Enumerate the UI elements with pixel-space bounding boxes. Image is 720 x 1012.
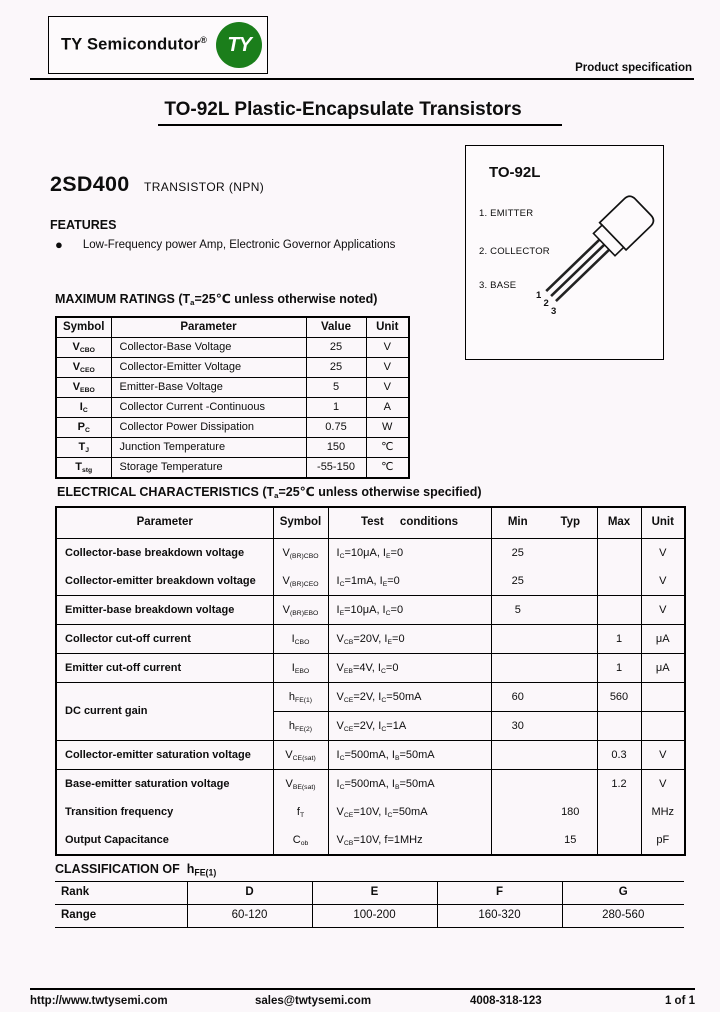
cell: $V_{CEO}$ xyxy=(56,358,111,378)
cell-unit: V xyxy=(641,539,685,568)
cell-min-typ xyxy=(491,683,597,712)
cell-min-typ xyxy=(491,798,597,826)
cell: F xyxy=(437,882,562,905)
footer-rule xyxy=(30,988,695,990)
cell: $V_{CBO}$ xyxy=(56,338,111,358)
typ-value xyxy=(544,720,597,733)
header-rule xyxy=(30,78,694,80)
cell-conditions: $I_C=10\mu A$, $I_E=0$ xyxy=(328,539,491,568)
cell-conditions: $V_{CB}=20V$, $I_E=0$ xyxy=(328,625,491,654)
table-row xyxy=(56,625,685,654)
cell-parameter: Collector-base breakdown voltage xyxy=(65,546,245,559)
table-row xyxy=(56,378,409,398)
pin-label-emitter: 1. EMITTER xyxy=(479,208,534,219)
min-value xyxy=(492,834,545,847)
electrical-table xyxy=(55,506,686,856)
cell-max: 1 xyxy=(597,625,641,654)
cell-unit: pF xyxy=(641,826,685,855)
max-ratings-table xyxy=(55,316,410,479)
cell: $P_C$ xyxy=(56,418,111,438)
table-header-row xyxy=(56,507,685,539)
footer-website: http://www.twtysemi.com xyxy=(30,995,168,1007)
cell-max: 560 xyxy=(597,683,641,712)
footer-email: sales@twtysemi.com xyxy=(255,995,372,1007)
col-min-typ xyxy=(491,507,597,539)
table-row xyxy=(56,741,685,770)
col-symbol: Symbol xyxy=(273,507,328,539)
min-value: 5 xyxy=(514,603,521,616)
cell: Collector Current -Continuous xyxy=(111,398,306,418)
col-value: Value xyxy=(306,317,366,338)
cell: 100-200 xyxy=(312,905,437,928)
cell-max xyxy=(597,596,641,625)
cell: ℃ xyxy=(366,438,409,458)
part-number: 2SD400 xyxy=(50,172,130,196)
cell-conditions: $I_C=1mA$, $I_E=0$ xyxy=(328,567,491,596)
cell: Storage Temperature xyxy=(111,458,306,479)
features-heading: FEATURES xyxy=(50,218,117,232)
min-value: 25 xyxy=(511,574,524,587)
cell-symbol: $I_{CBO}$ xyxy=(273,625,328,654)
cell-unit: V xyxy=(641,596,685,625)
cell-parameter: Output Capacitance xyxy=(65,833,169,846)
table-row xyxy=(56,654,685,683)
col-min: Min xyxy=(507,516,528,529)
classification-heading: CLASSIFICATION OF $h_{FE(1)}$ xyxy=(55,862,217,878)
cell: Collector-Emitter Voltage xyxy=(111,358,306,378)
cell-parameter: Emitter cut-off current xyxy=(56,654,273,683)
cell-unit: μA xyxy=(641,625,685,654)
cell-unit: V xyxy=(641,770,685,799)
document-title: TO-92L Plastic-Encapsulate Transistors xyxy=(158,99,561,126)
cell-conditions: $I_E=10\mu A$, $I_C=0$ xyxy=(328,596,491,625)
cell: E xyxy=(312,882,437,905)
col-parameter: Parameter xyxy=(56,507,273,539)
cell-symbol: $C_{ob}$ xyxy=(273,826,328,855)
table-row xyxy=(56,418,409,438)
classification-table xyxy=(55,881,684,928)
cell-parameter: Transition frequency xyxy=(65,805,174,818)
min-value: 30 xyxy=(511,719,524,732)
cell-unit: MHz xyxy=(641,798,685,826)
cell-conditions: $I_C=500mA$, $I_B=50mA$ xyxy=(328,770,491,799)
cell-unit: V xyxy=(641,567,685,596)
cell-min-typ xyxy=(491,625,597,654)
col-symbol: Symbol xyxy=(56,317,111,338)
bullet-icon: ● xyxy=(55,237,63,252)
cell-symbol: $V_{CE(sat)}$ xyxy=(273,741,328,770)
typ-value xyxy=(544,604,597,617)
table-row xyxy=(56,539,685,568)
product-specification-label: Product specification xyxy=(575,62,692,74)
cell-min-typ xyxy=(491,539,597,568)
cell-parameter: Emitter-base breakdown voltage xyxy=(56,596,273,625)
brand-name: TY Semicondutor® xyxy=(61,35,208,54)
document-title-wrap xyxy=(0,99,720,126)
cell-min-typ xyxy=(491,741,597,770)
transistor-drawing xyxy=(513,172,663,347)
cell: ℃ xyxy=(366,458,409,479)
cell: D xyxy=(187,882,312,905)
cell-conditions: $V_{CE}=10V$, $I_C=50mA$ xyxy=(328,798,491,826)
cell: 150 xyxy=(306,438,366,458)
cell-conditions: $V_{CB}=10V$, f=1MHz xyxy=(328,826,491,855)
cell: 160-320 xyxy=(437,905,562,928)
cell: 25 xyxy=(306,358,366,378)
cell-symbol: $V_{(BR)CBO}$ xyxy=(273,539,328,568)
cell-symbol: $h_{FE(1)}$ xyxy=(273,683,328,712)
cell: 25 xyxy=(306,338,366,358)
package-outline-box xyxy=(465,145,664,360)
max-ratings-heading: MAXIMUM RATINGS ($T_a=25℃$ unless otherwise noted) xyxy=(55,292,378,308)
table-row xyxy=(56,567,685,596)
cell-label: Rank xyxy=(55,882,187,905)
cell-max xyxy=(597,798,641,826)
cell-min-typ xyxy=(491,770,597,799)
cell-symbol: $V_{(BR)CEO}$ xyxy=(273,567,328,596)
cell: A xyxy=(366,398,409,418)
cell-max: 0.3 xyxy=(597,741,641,770)
typ-value: 15 xyxy=(564,833,577,846)
cell: G xyxy=(562,882,684,905)
cell-min-typ xyxy=(491,567,597,596)
cell-max xyxy=(597,826,641,855)
typ-value xyxy=(544,691,597,704)
min-value: 25 xyxy=(511,546,524,559)
cell-symbol: $V_{(BR)EBO}$ xyxy=(273,596,328,625)
footer-phone: 4008-318-123 xyxy=(470,995,542,1007)
cell: V xyxy=(366,378,409,398)
cell-min-typ xyxy=(491,712,597,741)
cell-unit xyxy=(641,683,685,712)
cell-max xyxy=(597,712,641,741)
cell-symbol: $h_{FE(2)}$ xyxy=(273,712,328,741)
cell-symbol: $V_{BE(sat)}$ xyxy=(273,770,328,799)
cell: $T_J$ xyxy=(56,438,111,458)
cell-symbol: $f_T$ xyxy=(273,798,328,826)
cell: W xyxy=(366,418,409,438)
cell: V xyxy=(366,358,409,378)
cell-conditions: $V_{EB}=4V$, $I_C=0$ xyxy=(328,654,491,683)
range-row xyxy=(55,905,684,928)
feature-item xyxy=(55,237,395,252)
typ-value xyxy=(544,575,597,588)
registered-mark: ® xyxy=(200,35,208,46)
table-row xyxy=(56,770,685,799)
lead-number-2: 2 xyxy=(543,298,549,309)
cell-min-typ xyxy=(491,654,597,683)
brand-logo-icon: TY xyxy=(216,22,262,68)
cell: 0.75 xyxy=(306,418,366,438)
cell-conditions: $V_{CE}=2V$, $I_C=1A$ xyxy=(328,712,491,741)
table-row xyxy=(56,338,409,358)
cell-max: 1.2 xyxy=(597,770,641,799)
col-parameter: Parameter xyxy=(111,317,306,338)
table-row xyxy=(56,826,685,855)
brand-logo-box xyxy=(48,16,268,74)
cell-min-typ xyxy=(491,826,597,855)
table-row xyxy=(56,438,409,458)
pin-label-base: 3. BASE xyxy=(479,280,517,291)
cell-unit: V xyxy=(641,741,685,770)
cell: Collector Power Dissipation xyxy=(111,418,306,438)
part-type: TRANSISTOR (NPN) xyxy=(144,180,265,194)
cell-parameter: Collector-emitter breakdown voltage xyxy=(56,567,273,596)
cell: 280-560 xyxy=(562,905,684,928)
table-row xyxy=(56,398,409,418)
cell-unit: μA xyxy=(641,654,685,683)
col-test-conditions: Test conditions xyxy=(328,507,491,539)
electrical-heading: ELECTRICAL CHARACTERISTICS ($T_a=25℃$ unless otherwise specified) xyxy=(57,485,482,501)
table-row xyxy=(56,358,409,378)
cell: 60-120 xyxy=(187,905,312,928)
cell-max xyxy=(597,567,641,596)
feature-text: Low-Frequency power Amp, Electronic Governor Applications xyxy=(82,238,396,251)
col-typ: Typ xyxy=(560,516,581,529)
package-name: TO-92L xyxy=(489,164,541,181)
cell-parameter: Collector cut-off current xyxy=(56,625,273,654)
cell-min-typ xyxy=(491,596,597,625)
min-value xyxy=(492,806,545,819)
cell-max: 1 xyxy=(597,654,641,683)
cell-conditions: $V_{CE}=2V$, $I_C=50mA$ xyxy=(328,683,491,712)
cell-parameter: DC current gain xyxy=(56,683,273,741)
cell-conditions: $I_C=500mA$, $I_B=50mA$ xyxy=(328,741,491,770)
cell-parameter: Collector-emitter saturation voltage xyxy=(56,741,273,770)
typ-value xyxy=(544,547,597,560)
cell: -55-150 xyxy=(306,458,366,479)
cell: Junction Temperature xyxy=(111,438,306,458)
cell-parameter: Base-emitter saturation voltage xyxy=(65,777,230,790)
col-unit: Unit xyxy=(366,317,409,338)
cell-label: Range xyxy=(55,905,187,928)
pin-label-collector: 2. COLLECTOR xyxy=(479,246,550,257)
lead-number-3: 3 xyxy=(551,306,557,317)
lead-number-1: 1 xyxy=(536,290,542,301)
cell: Emitter-Base Voltage xyxy=(111,378,306,398)
cell-unit xyxy=(641,712,685,741)
cell: V xyxy=(366,338,409,358)
table-row xyxy=(56,683,685,712)
table-row xyxy=(56,798,685,826)
cell-symbol: $I_{EBO}$ xyxy=(273,654,328,683)
cell: Collector-Base Voltage xyxy=(111,338,306,358)
cell-max xyxy=(597,539,641,568)
cell: 5 xyxy=(306,378,366,398)
cell: $I_C$ xyxy=(56,398,111,418)
cell: $V_{EBO}$ xyxy=(56,378,111,398)
rank-row xyxy=(55,882,684,905)
min-value: 60 xyxy=(511,690,524,703)
col-unit: Unit xyxy=(641,507,685,539)
table-header-row xyxy=(56,317,409,338)
cell: 1 xyxy=(306,398,366,418)
table-row xyxy=(56,596,685,625)
footer-page-number: 1 of 1 xyxy=(664,995,695,1007)
table-row xyxy=(56,458,409,479)
col-max: Max xyxy=(597,507,641,539)
typ-value: 180 xyxy=(561,805,580,818)
cell: $T_{stg}$ xyxy=(56,458,111,479)
